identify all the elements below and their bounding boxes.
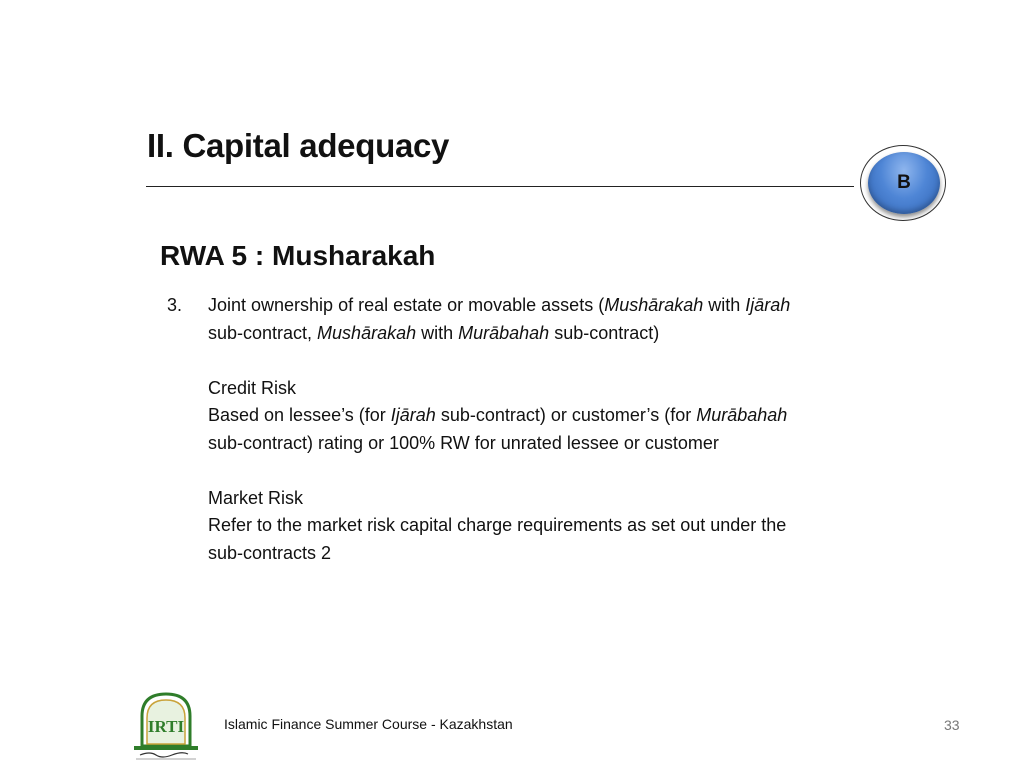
item-text: sub-contract) [549, 322, 660, 343]
item-text: sub-contract, [208, 322, 318, 343]
slide-title: II. Capital adequacy [147, 127, 450, 164]
item-text: with [703, 295, 746, 315]
item-term: Ijārah [745, 295, 791, 315]
item-text: with [416, 322, 459, 343]
item-text: sub-contract) or customer’s (for [435, 405, 697, 425]
footer-course-title: Islamic Finance Summer Course - Kazakhstan [224, 716, 513, 732]
market-risk-line-2: sub-contracts 2 [208, 542, 332, 563]
list-item-body [208, 292, 898, 567]
market-risk-heading: Market Risk [208, 487, 304, 508]
item-term: Murābahah [696, 405, 788, 425]
market-risk-line-1: Refer to the market risk capital charge requirements as set out under the [208, 515, 787, 535]
item-term: Ijārah [390, 405, 436, 425]
title-divider [146, 186, 854, 187]
item-term: Mushārakah [604, 295, 704, 315]
section-badge-label: B [897, 172, 911, 193]
list-item-number: 3. [167, 295, 183, 315]
spacer [208, 457, 898, 485]
irti-logo-icon [126, 688, 206, 762]
item-term: Mushārakah [317, 322, 417, 343]
section-badge [868, 152, 940, 214]
credit-risk-heading: Credit Risk [208, 377, 297, 398]
credit-risk-line-2: sub-contract) rating or 100% RW for unrated lessee or customer [208, 432, 719, 453]
item-term: Murābahah [458, 322, 550, 343]
spacer [208, 347, 898, 375]
slide-subtitle: RWA 5 : Musharakah [160, 240, 436, 271]
item-line-2 [208, 320, 898, 348]
svg-text:IRTI: IRTI [147, 717, 185, 736]
item-text: Based on lessee’s (for [208, 405, 391, 425]
credit-risk-line-1 [208, 402, 898, 430]
page-number: 33 [944, 717, 960, 733]
item-line-1 [208, 292, 898, 320]
item-text: Joint ownership of real estate or movable assets ( [208, 295, 605, 315]
